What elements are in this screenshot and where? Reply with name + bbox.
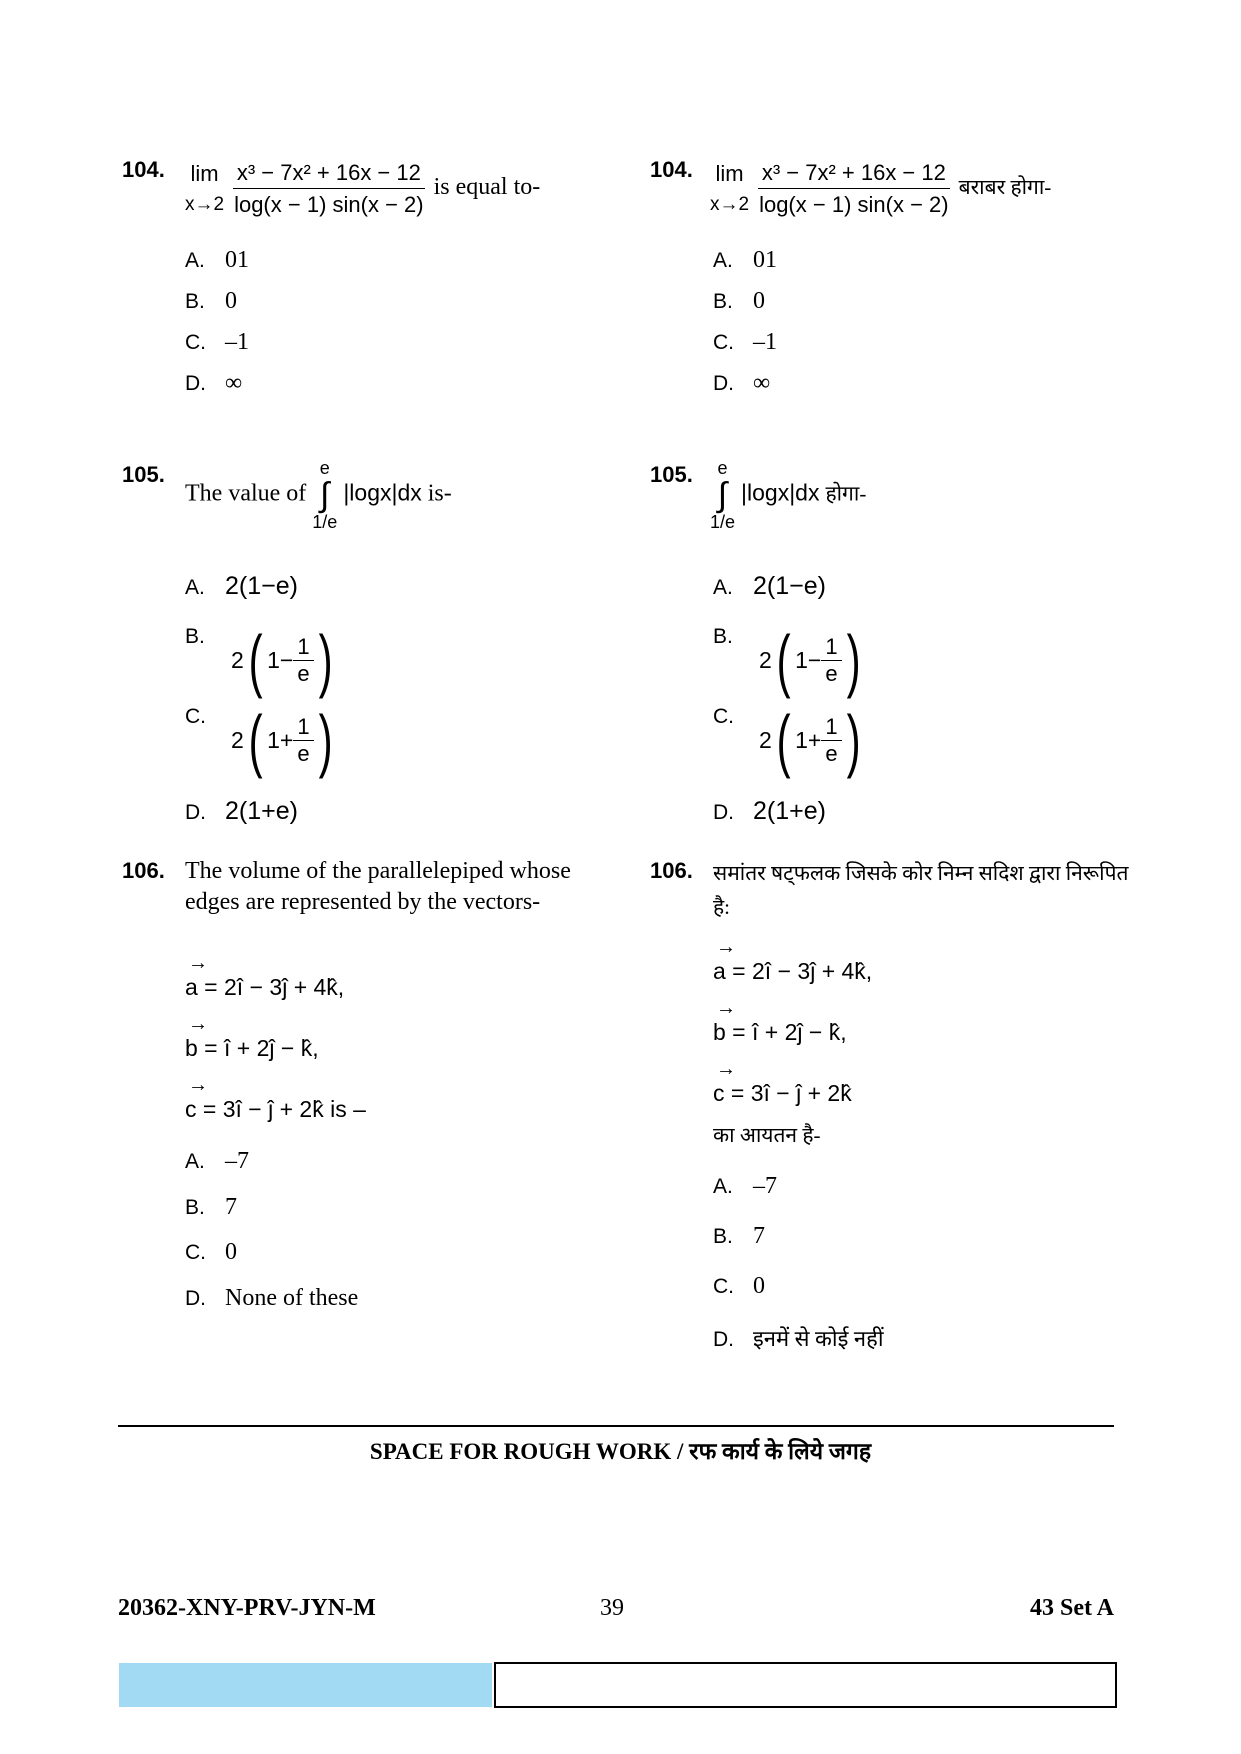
option-text: 2(1+e) — [225, 797, 298, 825]
footer-empty-box — [494, 1662, 1117, 1708]
option-text: –1 — [225, 329, 249, 355]
option-a[interactable] — [713, 572, 826, 601]
question-text: समांतर षट्फलक जिसके कोर निम्न सदिश द्वारा निरूपित है: — [713, 861, 1129, 919]
question-suffix: होगा- — [825, 481, 867, 506]
limit-fraction — [755, 157, 953, 220]
option-label: D. — [185, 801, 206, 824]
option-c[interactable] — [713, 1273, 765, 1300]
set-label: 43 Set A — [1030, 1595, 1114, 1621]
option-text: ∞ — [753, 370, 771, 396]
option-text: 0 — [225, 1239, 237, 1265]
vector-arrow-icon: → — [188, 952, 208, 974]
right-paren-icon: ) — [318, 701, 333, 779]
left-paren-icon: ( — [248, 621, 263, 699]
fraction — [821, 634, 841, 687]
fraction-numerator: 1 — [293, 714, 313, 741]
question-prefix: The value of — [185, 480, 307, 507]
vector-arrow-icon: → — [716, 1058, 736, 1080]
fraction-numerator: 1 — [293, 634, 313, 661]
option-text: 7 — [753, 1223, 765, 1249]
option-d[interactable] — [185, 370, 242, 397]
expression-lead: 1− — [267, 646, 294, 673]
coefficient: 2 — [231, 646, 244, 673]
option-label: D. — [713, 801, 734, 824]
option-text: ∞ — [225, 370, 243, 396]
option-label: C. — [185, 331, 206, 354]
option-b[interactable] — [713, 288, 765, 315]
fraction-denominator: e — [825, 660, 838, 686]
vector-a — [185, 952, 345, 1001]
option-c[interactable] — [713, 329, 777, 356]
lim-word: lim — [715, 160, 744, 186]
option-a[interactable] — [185, 1148, 249, 1175]
expression-lead: 1+ — [267, 726, 294, 753]
left-paren-icon: ( — [248, 701, 263, 779]
lim-word: lim — [190, 160, 219, 186]
option-label: C. — [713, 705, 734, 728]
option-label: B. — [185, 1196, 205, 1219]
vector-arrow-icon: → — [188, 1013, 208, 1035]
option-expression — [231, 621, 337, 699]
limit-fraction — [230, 157, 428, 220]
left-paren-icon: ( — [776, 621, 791, 699]
option-text: 7 — [225, 1194, 237, 1220]
question-suffix: is equal to- — [433, 174, 541, 201]
lim-subscript: x→2 — [185, 193, 225, 215]
option-c[interactable] — [185, 701, 337, 779]
integral-lower: 1/e — [710, 512, 736, 532]
option-label: A. — [713, 576, 733, 599]
vector-expression: a = 2î − 3ĵ + 4k̂, — [185, 974, 345, 1000]
footer-color-bar — [119, 1663, 492, 1707]
question-number: 104. — [122, 157, 165, 182]
option-c[interactable] — [185, 329, 249, 356]
option-label: B. — [713, 625, 733, 648]
question-number: 104. — [650, 157, 693, 182]
option-label: A. — [713, 249, 733, 272]
question-number: 105. — [650, 462, 693, 487]
option-label: C. — [713, 331, 734, 354]
option-label: B. — [185, 290, 205, 313]
fraction — [293, 714, 313, 767]
option-text: –7 — [225, 1148, 249, 1174]
vector-c — [713, 1058, 852, 1107]
option-text: –7 — [753, 1173, 777, 1199]
vector-expression: c = 3î − ĵ + 2k̂ is – — [185, 1096, 366, 1122]
fraction-denominator: log(x − 1) sin(x − 2) — [759, 192, 949, 217]
option-text: इनमें से कोई नहीं — [753, 1326, 884, 1351]
question-text — [185, 458, 635, 532]
fraction-denominator: e — [297, 740, 310, 766]
option-a[interactable] — [713, 247, 777, 274]
option-b[interactable] — [713, 1223, 765, 1250]
question-text — [710, 157, 1160, 220]
option-d[interactable] — [713, 1323, 884, 1353]
limit — [710, 158, 749, 220]
integral-lower: 1/e — [312, 512, 338, 532]
paper-code: 20362-XNY-PRV-JYN-M — [118, 1595, 376, 1621]
vector-expression: c = 3î − ĵ + 2k̂ — [713, 1080, 852, 1106]
option-text: 2(1+e) — [753, 797, 826, 825]
option-label: A. — [713, 1175, 733, 1198]
option-label: A. — [185, 249, 205, 272]
vector-expression: b = î + 2ĵ − k̂, — [185, 1035, 319, 1061]
integral-sign-icon: ∫ — [717, 476, 728, 514]
question-suffix: is- — [427, 480, 452, 507]
vector-arrow-icon: → — [188, 1074, 208, 1096]
option-d[interactable] — [713, 797, 826, 826]
fraction — [821, 714, 841, 767]
right-paren-icon: ) — [846, 701, 861, 779]
option-d[interactable] — [713, 370, 770, 397]
integral — [710, 458, 735, 532]
option-text: 01 — [225, 247, 249, 273]
fraction — [293, 634, 313, 687]
option-label: D. — [713, 1328, 734, 1351]
option-expression — [759, 621, 865, 699]
option-label: A. — [185, 576, 205, 599]
integral-sign-icon: ∫ — [320, 476, 330, 514]
left-paren-icon: ( — [776, 701, 791, 779]
vector-arrow-icon: → — [716, 936, 736, 958]
option-c[interactable] — [713, 701, 865, 779]
vector-arrow-icon: → — [716, 997, 736, 1019]
option-label: B. — [713, 1225, 733, 1248]
integral-upper: e — [717, 458, 728, 478]
question-number: 106. — [650, 858, 693, 883]
question-number: 106. — [122, 858, 165, 883]
fraction-numerator: x³ − 7x² + 16x − 12 — [758, 157, 950, 189]
expression-lead: 1− — [795, 646, 822, 673]
question-number: 105. — [122, 462, 165, 487]
rough-work-heading: SPACE FOR ROUGH WORK / रफ कार्य के लिये जगह — [369, 1439, 872, 1464]
option-text: 0 — [225, 288, 237, 314]
coefficient: 2 — [231, 726, 244, 753]
option-label: D. — [185, 1287, 206, 1310]
integrand: |logx|dx — [741, 479, 820, 506]
option-a[interactable] — [185, 247, 249, 274]
integral-upper: e — [319, 458, 330, 478]
option-label: C. — [713, 1275, 734, 1298]
coefficient: 2 — [759, 726, 772, 753]
right-paren-icon: ) — [318, 621, 333, 699]
fraction-denominator: e — [825, 740, 838, 766]
fraction-denominator: log(x − 1) sin(x − 2) — [234, 192, 424, 217]
option-text: 0 — [753, 288, 765, 314]
question-text — [710, 458, 1160, 532]
fraction-denominator: e — [297, 660, 310, 686]
lim-subscript: x→2 — [710, 193, 750, 215]
integrand: |logx|dx — [343, 479, 422, 506]
expression-lead: 1+ — [795, 726, 822, 753]
option-label: C. — [185, 705, 206, 728]
option-b[interactable] — [185, 1194, 237, 1221]
option-b[interactable] — [713, 621, 865, 699]
option-text: 2(1−e) — [225, 572, 298, 600]
vector-expression: b = î + 2ĵ − k̂, — [713, 1019, 847, 1045]
vector-expression: a = 2î − 3ĵ + 4k̂, — [713, 958, 873, 984]
fraction-numerator: 1 — [821, 714, 841, 741]
vector-a — [713, 936, 873, 985]
limit — [185, 158, 224, 220]
option-b[interactable] — [185, 288, 237, 315]
integral — [312, 458, 337, 532]
option-a[interactable] — [185, 572, 298, 601]
fraction-numerator: 1 — [821, 634, 841, 661]
option-text: –1 — [753, 329, 777, 355]
vector-c — [185, 1074, 366, 1123]
question-text — [185, 157, 635, 220]
option-label: B. — [713, 290, 733, 313]
question-tail: का आयतन है- — [713, 1123, 821, 1147]
option-text: 2(1−e) — [753, 572, 826, 600]
option-label: C. — [185, 1241, 206, 1264]
option-text: 01 — [753, 247, 777, 273]
page-number: 39 — [600, 1595, 624, 1621]
right-paren-icon: ) — [846, 621, 861, 699]
rough-work-divider — [118, 1425, 1114, 1427]
question-suffix: बराबर होगा- — [958, 175, 1052, 200]
option-text: None of these — [225, 1285, 359, 1311]
option-d[interactable] — [185, 1285, 358, 1312]
question-text: The volume of the parallelepiped whose edges are represented by the vectors- — [185, 858, 571, 915]
fraction-numerator: x³ − 7x² + 16x − 12 — [233, 157, 425, 189]
option-c[interactable] — [185, 1239, 237, 1266]
option-text: 0 — [753, 1273, 765, 1299]
option-a[interactable] — [713, 1173, 777, 1200]
option-d[interactable] — [185, 797, 298, 826]
option-expression — [759, 701, 865, 779]
option-expression — [231, 701, 337, 779]
option-label: B. — [185, 625, 205, 648]
option-label: A. — [185, 1150, 205, 1173]
option-label: D. — [185, 372, 206, 395]
coefficient: 2 — [759, 646, 772, 673]
option-b[interactable] — [185, 621, 337, 699]
option-label: D. — [713, 372, 734, 395]
vector-b — [185, 1013, 319, 1062]
vector-b — [713, 997, 847, 1046]
